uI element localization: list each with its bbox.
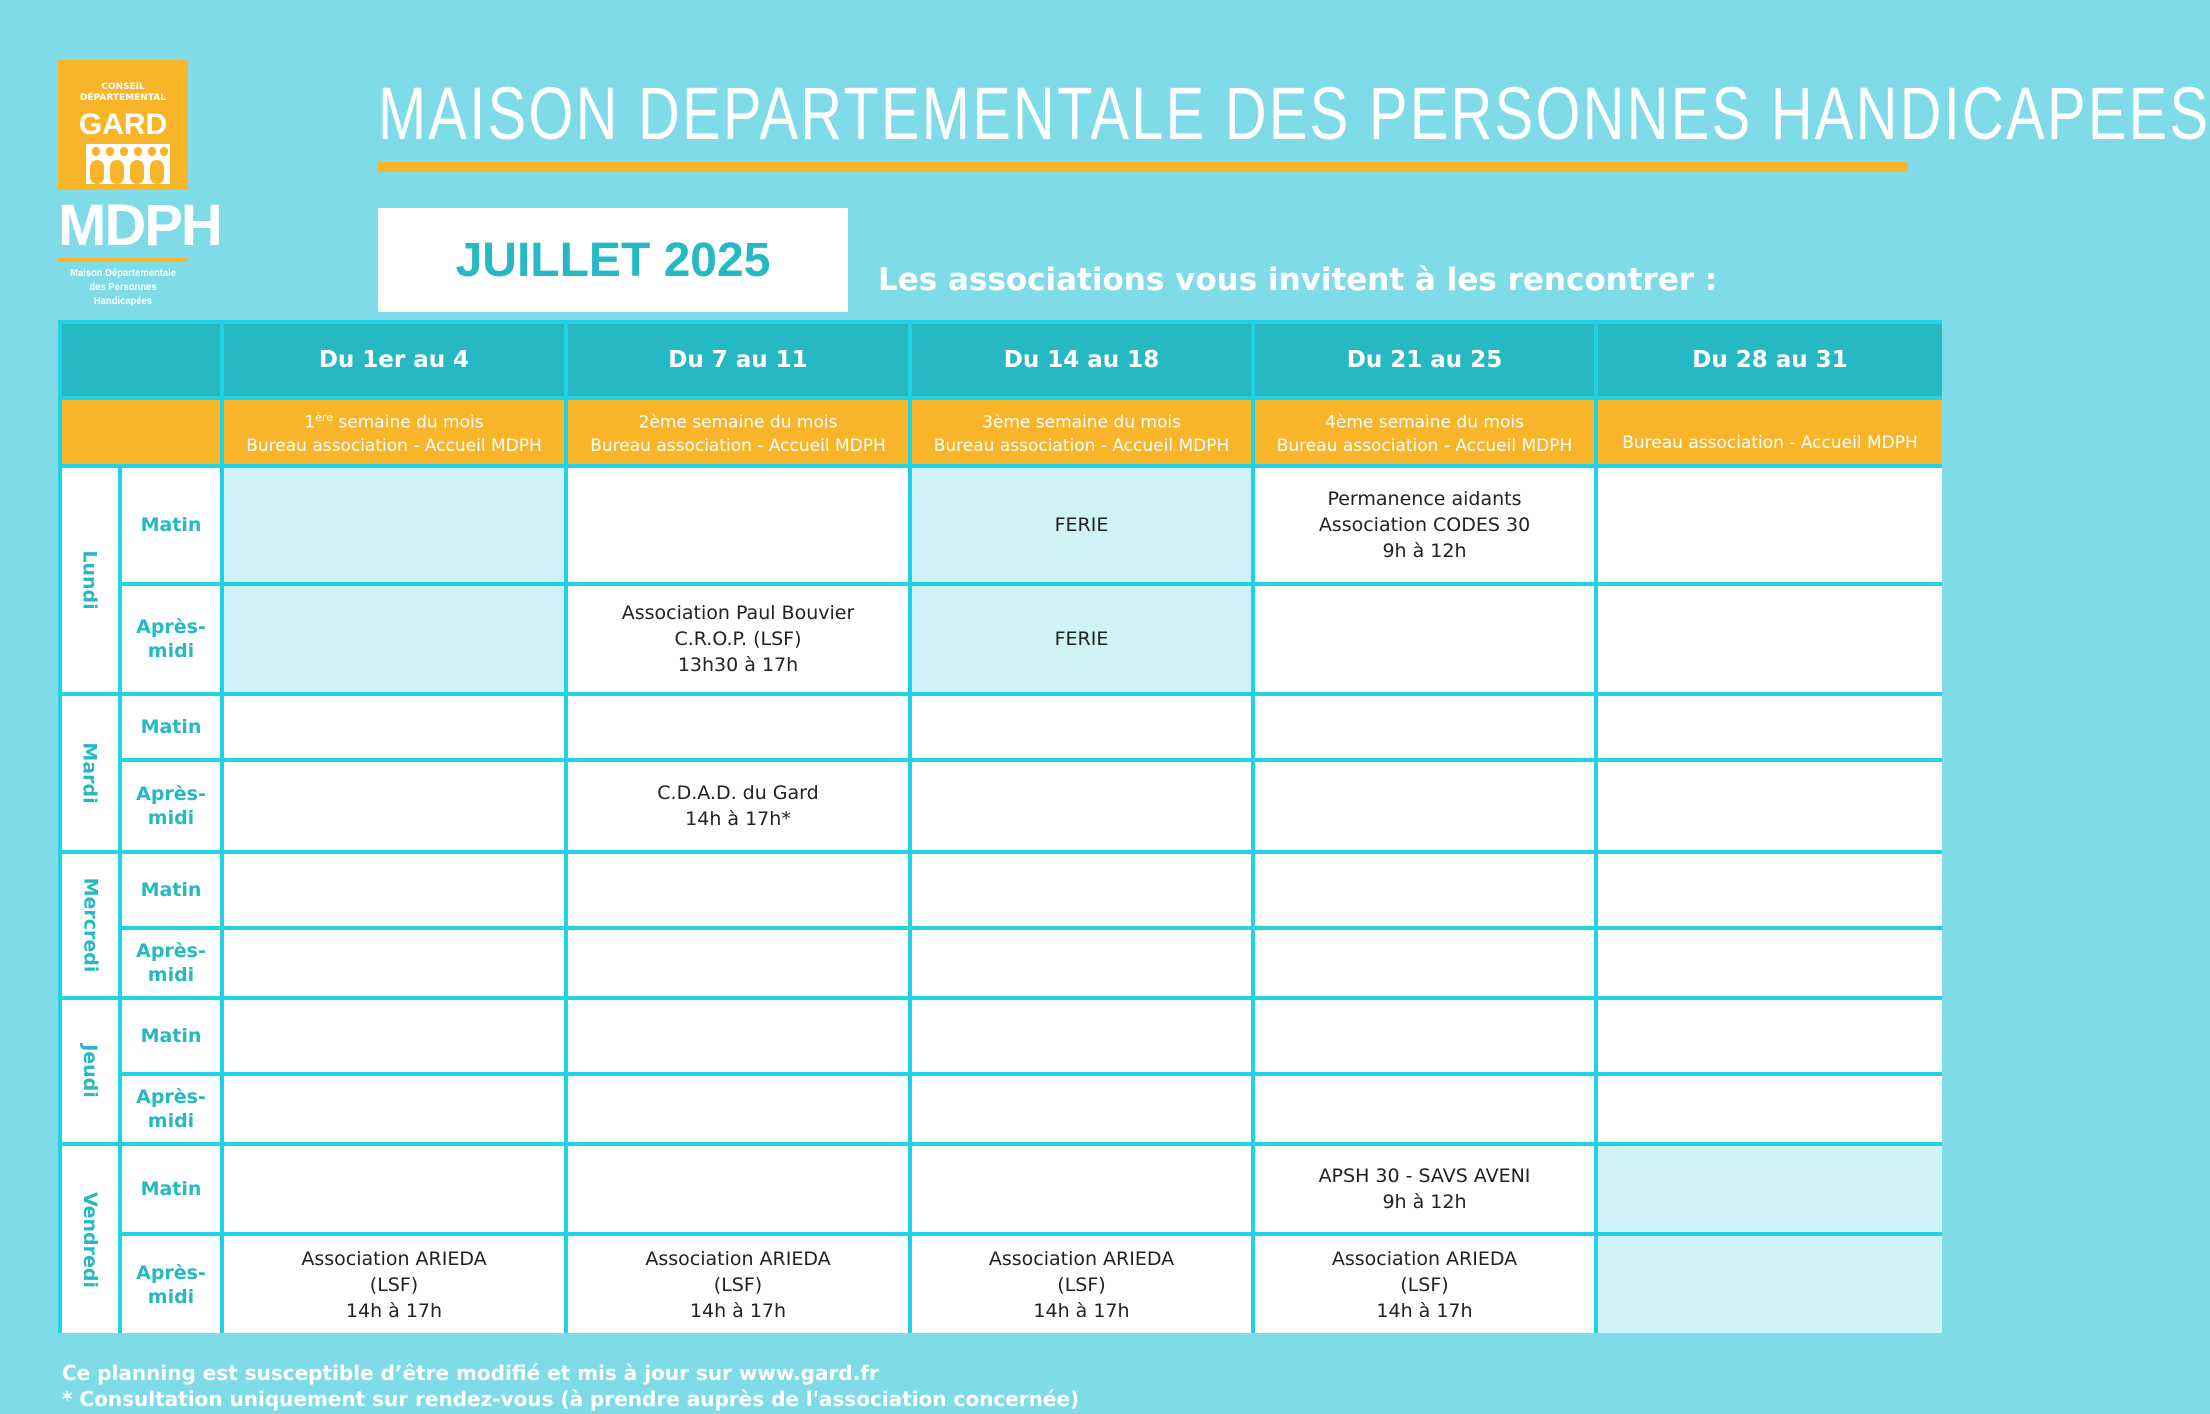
slot-cell <box>1255 586 1594 692</box>
week-header <box>1255 324 1594 396</box>
week-header <box>568 324 908 396</box>
invite-text: Les associations vous invitent à les rencontrer : <box>878 262 1718 298</box>
week-header <box>1598 324 1942 396</box>
slot-cell <box>224 1000 564 1072</box>
slot-cell <box>1598 1146 1942 1232</box>
period-text: Matin <box>140 879 202 901</box>
slot-cell <box>1598 1076 1942 1142</box>
slot-cell <box>568 468 908 582</box>
slot-cell <box>912 762 1251 850</box>
slot-cell <box>224 1146 564 1232</box>
slot-cell <box>912 854 1251 926</box>
month-label: JUILLET 2025 <box>455 233 771 287</box>
slot-text: Permanence aidants Association CODES 30 9h à 12h <box>1318 488 1531 562</box>
bureau-label: Bureau association - Accueil MDPH <box>933 435 1230 456</box>
slot-cell <box>568 696 908 758</box>
slot-cell <box>568 1000 908 1072</box>
period-label-apres-midi <box>122 762 220 850</box>
slot-cell <box>568 762 908 850</box>
slot-cell <box>568 930 908 996</box>
period-label-matin <box>122 696 220 758</box>
week-of-month-prefix: 1 <box>304 412 316 433</box>
slot-cell <box>1255 468 1594 582</box>
slot-cell <box>912 1146 1251 1232</box>
day-name: Mercredi <box>79 877 102 973</box>
logo-departemental: DÉPARTEMENTAL <box>80 93 166 103</box>
logo-mdph: MDPH <box>58 193 221 258</box>
slot-cell <box>1255 1236 1594 1333</box>
period-label-apres-midi <box>122 1236 220 1333</box>
week-of-month-prefix: 4ème semaine du mois <box>1325 412 1524 433</box>
period-text: Matin <box>140 716 202 738</box>
slot-cell <box>912 696 1251 758</box>
period-text: Matin <box>140 1178 202 1200</box>
aqueduct-icon <box>86 144 170 184</box>
slot-cell <box>1255 930 1594 996</box>
week-subheader <box>1255 400 1594 464</box>
slot-text: FERIE <box>1054 628 1109 650</box>
week-subheader <box>568 400 908 464</box>
week-of-month-prefix: 2ème semaine du mois <box>638 412 838 433</box>
slot-cell <box>224 930 564 996</box>
slot-cell <box>1255 762 1594 850</box>
bureau-label: Bureau association - Accueil MDPH <box>1276 435 1573 456</box>
slot-cell <box>912 468 1251 582</box>
week-header <box>912 324 1251 396</box>
day-name: Mardi <box>79 742 101 804</box>
footer-notes <box>62 1360 1079 1412</box>
period-text: Après- midi <box>136 940 206 986</box>
slot-cell <box>1598 468 1942 582</box>
slot-cell <box>568 1076 908 1142</box>
week-subheader <box>912 400 1251 464</box>
period-text: Après- midi <box>136 1086 206 1132</box>
week-of-month <box>1325 406 1524 435</box>
slot-cell <box>1598 930 1942 996</box>
gard-logo-box <box>58 60 188 190</box>
week-of-month-sup: ère <box>315 411 334 425</box>
title-underline <box>378 162 1908 172</box>
slot-cell <box>568 854 908 926</box>
logo-gard: GARD <box>78 108 168 141</box>
period-text: Matin <box>140 514 202 536</box>
slot-cell <box>912 930 1251 996</box>
logo-sub-line-2: des Personnes Handicapées <box>89 281 157 307</box>
slot-cell <box>1598 1000 1942 1072</box>
week-of-month <box>304 406 483 435</box>
day-name: Vendredi <box>79 1191 101 1288</box>
slot-cell <box>912 1000 1251 1072</box>
slot-cell <box>912 586 1251 692</box>
slot-cell <box>224 762 564 850</box>
period-label-matin <box>122 854 220 926</box>
slot-cell <box>1598 1236 1942 1333</box>
day-name: Jeudi <box>78 1044 101 1098</box>
slot-cell <box>1598 586 1942 692</box>
slot-cell <box>1255 854 1594 926</box>
subheader-corner <box>62 400 220 464</box>
slot-cell <box>224 696 564 758</box>
slot-cell <box>1598 762 1942 850</box>
slot-cell <box>1598 696 1942 758</box>
header-corner <box>62 324 220 396</box>
slot-text: Association ARIEDA (LSF) 14h à 17h <box>301 1247 487 1322</box>
period-text: Après- midi <box>136 1261 206 1308</box>
day-label-mardi <box>62 696 118 850</box>
slot-cell <box>912 1236 1251 1333</box>
slot-text: C.D.A.D. du Gard 14h à 17h* <box>657 782 819 830</box>
week-of-month <box>982 406 1181 435</box>
slot-cell <box>224 854 564 926</box>
slot-cell <box>224 1236 564 1333</box>
bureau-label: Bureau association - Accueil MDPH <box>1622 433 1918 453</box>
week-header-label: Du 14 au 18 <box>1003 347 1160 373</box>
logo-divider <box>58 258 188 262</box>
week-of-month <box>639 406 838 435</box>
slot-text: Association ARIEDA (LSF) 14h à 17h <box>988 1247 1175 1322</box>
slot-cell <box>568 1146 908 1232</box>
slot-cell <box>1255 696 1594 758</box>
week-subheader <box>224 400 564 464</box>
schedule-table <box>58 320 1942 1333</box>
logo-sub-line-1: Maison Départementale <box>69 267 177 279</box>
day-label-vendredi <box>62 1146 118 1333</box>
slot-cell <box>912 1076 1251 1142</box>
bureau-label: Bureau association - Accueil MDPH <box>246 435 542 456</box>
period-label-apres-midi <box>122 930 220 996</box>
week-header-label: Du 7 au 11 <box>668 347 808 373</box>
week-header-label: Du 28 au 31 <box>1692 347 1848 373</box>
period-text: Après- midi <box>136 783 206 829</box>
period-label-matin <box>122 1146 220 1232</box>
footer-line-2: * Consultation uniquement sur rendez-vous (à prendre auprès de l'association concernée) <box>62 1387 1080 1411</box>
period-label-matin <box>122 1000 220 1072</box>
slot-cell <box>568 1236 908 1333</box>
slot-text: Association ARIEDA (LSF) 14h à 17h <box>1331 1247 1518 1322</box>
slot-text: Association Paul Bouvier C.R.O.P. (LSF) 13h30 à 17h <box>621 602 855 676</box>
logo-subtitle <box>65 266 182 308</box>
slot-cell <box>224 1076 564 1142</box>
slot-text: FERIE <box>1054 514 1109 536</box>
week-header-label: Du 21 au 25 <box>1346 347 1503 373</box>
bureau-label: Bureau association - Accueil MDPH <box>590 435 886 456</box>
period-label-apres-midi <box>122 1076 220 1142</box>
week-of-month-rest: semaine du mois <box>333 412 484 433</box>
slot-cell <box>224 586 564 692</box>
slot-text: Association ARIEDA (LSF) 14h à 17h <box>645 1247 831 1322</box>
slot-cell <box>1255 1000 1594 1072</box>
month-box <box>378 208 848 312</box>
mdph-logo <box>58 60 221 308</box>
week-subheader <box>1598 400 1942 464</box>
footer-line-1: Ce planning est susceptible d’être modifié et mis à jour sur www.gard.fr <box>62 1361 879 1385</box>
week-header-label: Du 1er au 4 <box>318 347 470 373</box>
period-text: Après- midi <box>136 616 206 662</box>
period-label-matin <box>122 468 220 582</box>
logo-conseil: CONSEIL <box>101 82 145 92</box>
day-label-mercredi <box>62 854 118 996</box>
slot-text: APSH 30 - SAVS AVENI 9h à 12h <box>1318 1165 1531 1213</box>
period-text: Matin <box>140 1025 202 1047</box>
slot-cell <box>1598 854 1942 926</box>
day-label-lundi <box>62 468 118 692</box>
period-label-apres-midi <box>122 586 220 692</box>
slot-cell <box>568 586 908 692</box>
week-header <box>224 324 564 396</box>
slot-cell <box>1255 1076 1594 1142</box>
slot-cell <box>224 468 564 582</box>
week-of-month-prefix: 3ème semaine du mois <box>982 412 1181 433</box>
day-name: Lundi <box>79 550 101 610</box>
day-label-jeudi <box>62 1000 118 1142</box>
page-title: MAISON DEPARTEMENTALE DES PERSONNES HANDICAPEES <box>378 72 2210 155</box>
slot-cell <box>1255 1146 1594 1232</box>
